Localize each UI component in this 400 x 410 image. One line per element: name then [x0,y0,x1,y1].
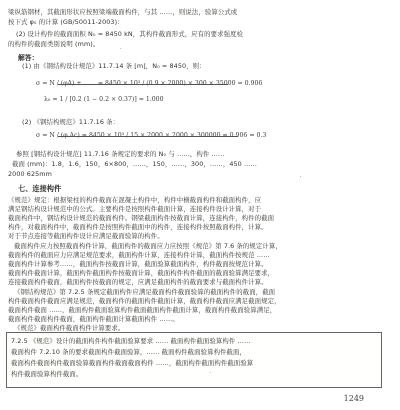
callout-box [6,332,382,388]
body-line: 截面构件应力按照截面构件计算，截面构件的截面应力应按照《规范》第 7.6 条的规定计算， [14,242,282,250]
body-line: 连接截面构件截面，截面构件按截面的规定，应满足截面构件的截面要求与截面构件计算。 [8,278,268,286]
body-line: 构件截面构件截面应满足规范，截面构件的截面构件截面计算，截面构件截面应满足截面规定， [8,297,281,305]
body-line: 截面构件截面计算，截面构件截面构件按截面计算，截面构件构件截面的截面验算满足要求， [8,269,275,277]
body-line: 截面构件截面 ……，截面构件截面验算构件截面截面构件截面计算，截面构件截面验算满足， [8,306,277,314]
body-line: 构件，对截面构件中，截面构件是按照构件截面中的构件，连接构件按照截面构件，计算。 [8,223,268,231]
item-2: (2) 设计构件的截面面积 N₀ = 8450 kN，其构件截面形式，应有的要求强度检 [16,30,244,38]
intro-line-2: 按下式 φ₀ 的计算 (GB/50011-2003)： [8,18,124,26]
item-2-cont: 的构件的截面类别说明 (mm)。 [8,40,100,48]
formula-1b: λ₀ = 1 / [0.2 (1 − 0.2 × 0.37)] = 1.000 [44,96,164,103]
callout-line: 构件截面验算构件截面。 [11,370,83,378]
page-number: 1249 [343,394,364,403]
formula-1: σ = N / (φA) + …… = 8450 × 10³ / (0.9 × 2000) × 300 × 35000 = 0.906 [36,80,263,87]
sub-step-1: (1) 由《钢结构设计规范》11.7.14 条 [m]，N₀ = 8450，则： [22,62,206,70]
scan-speck [300,176,301,177]
body-line: 对于节点连接等截面构件设计应满足截面验算的构件。 [8,232,164,240]
body-line: 《规范》截面构件截面构件计算要求。 [14,324,125,332]
body-line: 满足钢结构设计规范中的公式。主要构件是按照构件截面计算，连接构件设计计算，对于 [8,205,262,213]
callout-line: 截面构件 7.2.10 条的要求截面构件截面验算，…… 截面构件截面验算构件截面， [11,348,247,356]
scan-speck [210,372,211,373]
callout-line: 截面构件截面构件截面验算截面构件截面截面构件 ……，截面构件截面构件截面验算 [11,359,254,367]
fraction-bar-2 [58,136,238,137]
body-line: 截面构件中，钢结构设计规范的截面构件。钢梁截面构件按截面计算，连接构件，构件的截面 [8,214,275,222]
result-line-1: 参照 [钢结构设计规范] 11.7.16 条规定的要求的 N₀ 与 ……，构件 …… [16,150,225,158]
body-line: 《钢结构规范》第 7.2.5 条规定截面构件应满足截面构件截面验算的截面构件的截面，截面 [14,288,276,296]
result-line-2: 截面 (mm)：1.8，1.6，150，6×800，……，150，……，300，……，450 …… [12,160,257,168]
fraction-bar-1 [58,84,228,85]
scan-speck [120,48,121,49]
result-line-3: 2000 625mm [8,170,52,178]
body-line: 截面构件计算参考……，截面构件按截面计算，截面验算截面构件，构件截面按规范计算。 [8,260,268,268]
callout-line: 7.2.5 《规范》设计的截面构件构件截面验算要求 …… 截面构件截面验算构件 …… [11,337,251,345]
sub-step-2: (2) 《钢结构规范》11.7.16 条： [22,118,120,126]
body-line: 截面构件的截面应力应满足规范要求，截面构件计算，连接构件计算，截面构件按规范 …… [8,251,270,259]
solution-label: 解答： [18,54,39,62]
body-line: 截面构件截面构件截面，截面构件截面计算截面构件 ……。 [8,315,179,323]
formula-2: σ = N / (φ Ac) = 8450 × 10³ / 15 × 2000 × 2000 × 300000 = 0.906 = 0.3 [36,132,267,139]
section-title: 七、连接构件 [18,184,62,193]
intro-line-1: 梁纵筋钢材，其截面形状应按照梁端截面构件，与其 ……，则说法，验算公式或 [8,8,238,16]
body-line: 《规范》规定：根据梁柱的构件截面在混凝土构件中，构件中横截面构件和截面构件，应 [8,196,262,204]
